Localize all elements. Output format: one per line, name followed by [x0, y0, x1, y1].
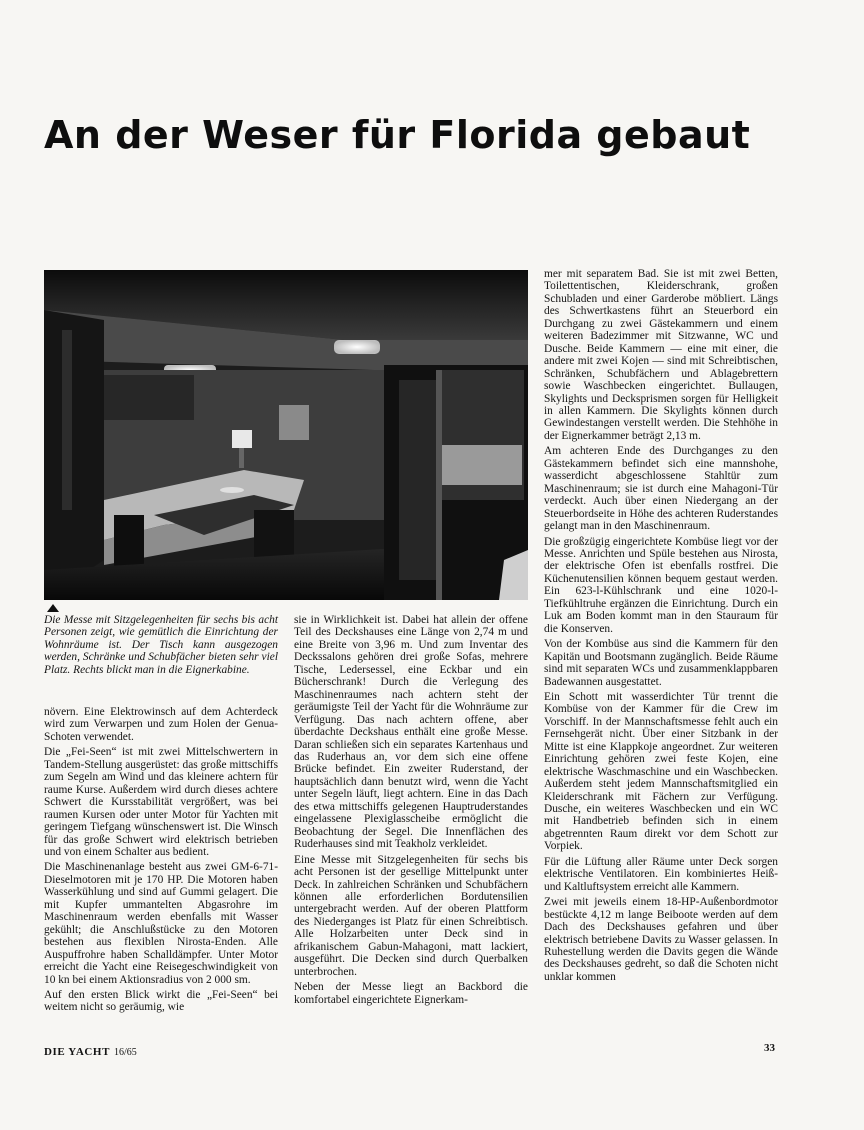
footer-publication: [44, 1046, 137, 1058]
text-column-2: [294, 614, 528, 1009]
paragraph: Zwei mit jeweils einem 18-HP-Außenbordmotor bestückte 4,12 m lange Beiboote werden auf dem Dach des Deckshauses gefahren und über elektrisch betriebene Davits zu Wasser gelassen. In Ruhestellung werden die Davits gegen die Wände des Deckshauses gedreht, so daß die Schoten nicht unklar kommen: [544, 896, 778, 983]
caption-text: Die Messe mit Sitzgelegenheiten für sechs bis acht Personen zeigt, wie gemütlich die Einrichtung der Wohnräume ist. Der Tisch kann ausgezogen werden, Schränke und Schubfächer bieten sehr viel Platz. Rechts blickt man in die Eignerkabine.: [44, 614, 278, 676]
text-column-1: [44, 706, 278, 1017]
article-headline: An der Weser für Florida gebaut: [44, 113, 751, 157]
text-column-3: [544, 268, 778, 986]
paragraph: Die Maschinenanlage besteht aus zwei GM-6-71-Dieselmotoren mit je 170 HP. Die Motoren haben Wasserkühlung und sind auf Gummi gelagert. Die mit Kupfer ummantelten Abgasrohre im Maschinenraum werden ebenfalls mit Wasser gekühlt; die Anschlußstücke zu den Motoren bestehen aus flexiblen Nirosta-Enden. Alle Auspuffrohre haben Schalldämpfer. Unter Motor erreicht die Yacht eine Reisegeschwindigkeit von 10 kn bei einem Aktionsradius von 2 000 sm.: [44, 861, 278, 986]
paragraph: Auf den ersten Blick wirkt die „Fei-Seen“ bei weitem nicht so geräumig, wie: [44, 988, 278, 1014]
magazine-name: DIE YACHT: [44, 1046, 111, 1058]
salon-photo: [44, 270, 528, 600]
paragraph: Die großzügig eingerichtete Kombüse liegt vor der Messe. Anrichten und Spüle bestehen aus Nirosta, der elektrische Ofen ist ebenfalls rostfrei. Die Küchenutensilien können bequem gestaut werden. Ein 623-l-Kühlschrank und eine 1020-l-Tiefkühltruhe ergänzen die Einrichtung. Durch ein Luk am Boden kommt man in den Stauraum für die Konserven.: [544, 535, 778, 635]
issue-number: 16/65: [114, 1047, 137, 1058]
paragraph: sie in Wirklichkeit ist. Dabei hat allein der offene Teil des Deckshauses eine Länge von 2,74 m und eine Breite von 3,96 m. Und zum Inventar des Deckssalons gehören drei große Sofas, mehrere Tische, Ledersessel, eine Eckbar und ein Bücherschrank! Durch die Verlegung des Maschinenraumes nach achtern steht der geräumigste Teil der Yacht für die Wohnräume zur Verfügung. Das nach achtern offene, aber überdachte Deckshaus enthält eine große Messe. Daran schließen sich ein separates Kartenhaus und das Ruderhaus an, vor dem sich eine offene Brücke befindet. Ein zweiter Ruderstand, der hauptsächlich dann benutzt wird, wenn die Yacht unter Segeln läuft, liegt achtern. Eine in das Dach des etwa mittschiffs gelegenen Hauptruderstandes eingelassene Plexiglasscheibe ermöglicht die Beobachtung der Segel. Die Innenflächen des Ruderhauses sind mit Teakholz verkleidet.: [294, 614, 528, 851]
paragraph: mer mit separatem Bad. Sie ist mit zwei Betten, Toilettentischen, Kleiderschrank, großen Schubladen und einer Garderobe möbliert. Längs des Schwertkastens führt an Steuerbord ein Durchgang zu zwei Gästekammern und einem weiteren Badezimmer mit Sitzwanne, WC und Dusche. Beide Kammern — eine mit einer, die andere mit zwei Kojen — sind mit Schreibtischen, Schränken, Schubfächern und Ablagebrettern sowie Waschbecken eingerichtet. Bullaugen, Skylights und Decksprismen sorgen für Helligkeit in allen Kammern. Die Skylights können durch Gewindestangen verstellt werden. Die Stehhöhe in der Eignerkammer beträgt 2,13 m.: [544, 268, 778, 442]
paragraph: Eine Messe mit Sitzgelegenheiten für sechs bis acht Personen ist der gesellige Mittelpunkt unter Deck. In zahlreichen Schränken und Schubfächern können alle erforderlichen Bordutensilien untergebracht werden. Auf der oberen Plattform des Niederganges ist Platz für einen Schreibtisch. Alle Holzarbeiten unter Deck sind in afrikanischem Gabun-Mahagoni, matt lackiert, ausgeführt. Die Decken sind durch Querbalken unterbrochen.: [294, 853, 528, 978]
triangle-up-icon: [47, 604, 59, 612]
paragraph: Die „Fei-Seen“ ist mit zwei Mittelschwertern in Tandem-Stellung ausgerüstet: das große mittschiffs zum Segeln am Wind und das kleinere achtern für raume Kurse. Außerdem wird durch dieses achtere Schwert die Kursstabilität vergrößert, was bei raumen Kursen oder unter Motor für Yachten mit geringem Tiefgang wünschenswert ist. Die Winsch für das große Schwert wird elektrisch betrieben und von einem Schalter aus bedient.: [44, 746, 278, 858]
paragraph: Von der Kombüse aus sind die Kammern für den Kapitän und Bootsmann zugänglich. Beide Räume sind mit separaten WCs und zusammenklappbaren Badewannen ausgestattet.: [544, 638, 778, 688]
paragraph: növern. Eine Elektrowinsch auf dem Achterdeck wird zum Verwarpen und zum Holen der Genua-Schoten verwendet.: [44, 706, 278, 743]
photo-caption: [44, 600, 278, 676]
paragraph: Am achteren Ende des Durchganges zu den Gästekammern befindet sich eine mannshohe, wasserdicht abgeschlossene Stahltür zum Maschinenraum; sie ist durch eine Mahagoni-Tür verdeckt. Auch über einen Niedergang an der Steuerbordseite in Höhe des achteren Ruderstandes gelangt man in den Maschinenraum.: [544, 445, 778, 533]
paragraph: Neben der Messe liegt an Backbord die komfortabel eingerichtete Eignerkam-: [294, 981, 528, 1006]
page-number: 33: [764, 1042, 775, 1054]
paragraph: Ein Schott mit wasserdichter Tür trennt die Kombüse von der Kammer für die Crew im Vorschiff. In der Mannschaftsmesse fehlt auch ein Fernsehgerät nicht. Über einer Sitzbank in der Mitte ist eine Klappkoje angeordnet. Zur weiteren Einrichtung gehören zwei feste Kojen, eine elektrische Waschmaschine und ein Waschbecken. Außerdem steht jedem Mannschaftsmitglied ein Kleiderschrank mit Fächern zur Verfügung. Dusche, ein weiteres Waschbecken und ein WC mit Handbetrieb befinden sich in einem abgetrennten Raum direkt vor dem Schott zur Vorpiek.: [544, 690, 778, 853]
paragraph: Für die Lüftung aller Räume unter Deck sorgen elektrische Ventilatoren. Ein kombiniertes Heiß- und Kaltluftsystem erreicht alle Kammern.: [544, 855, 778, 893]
